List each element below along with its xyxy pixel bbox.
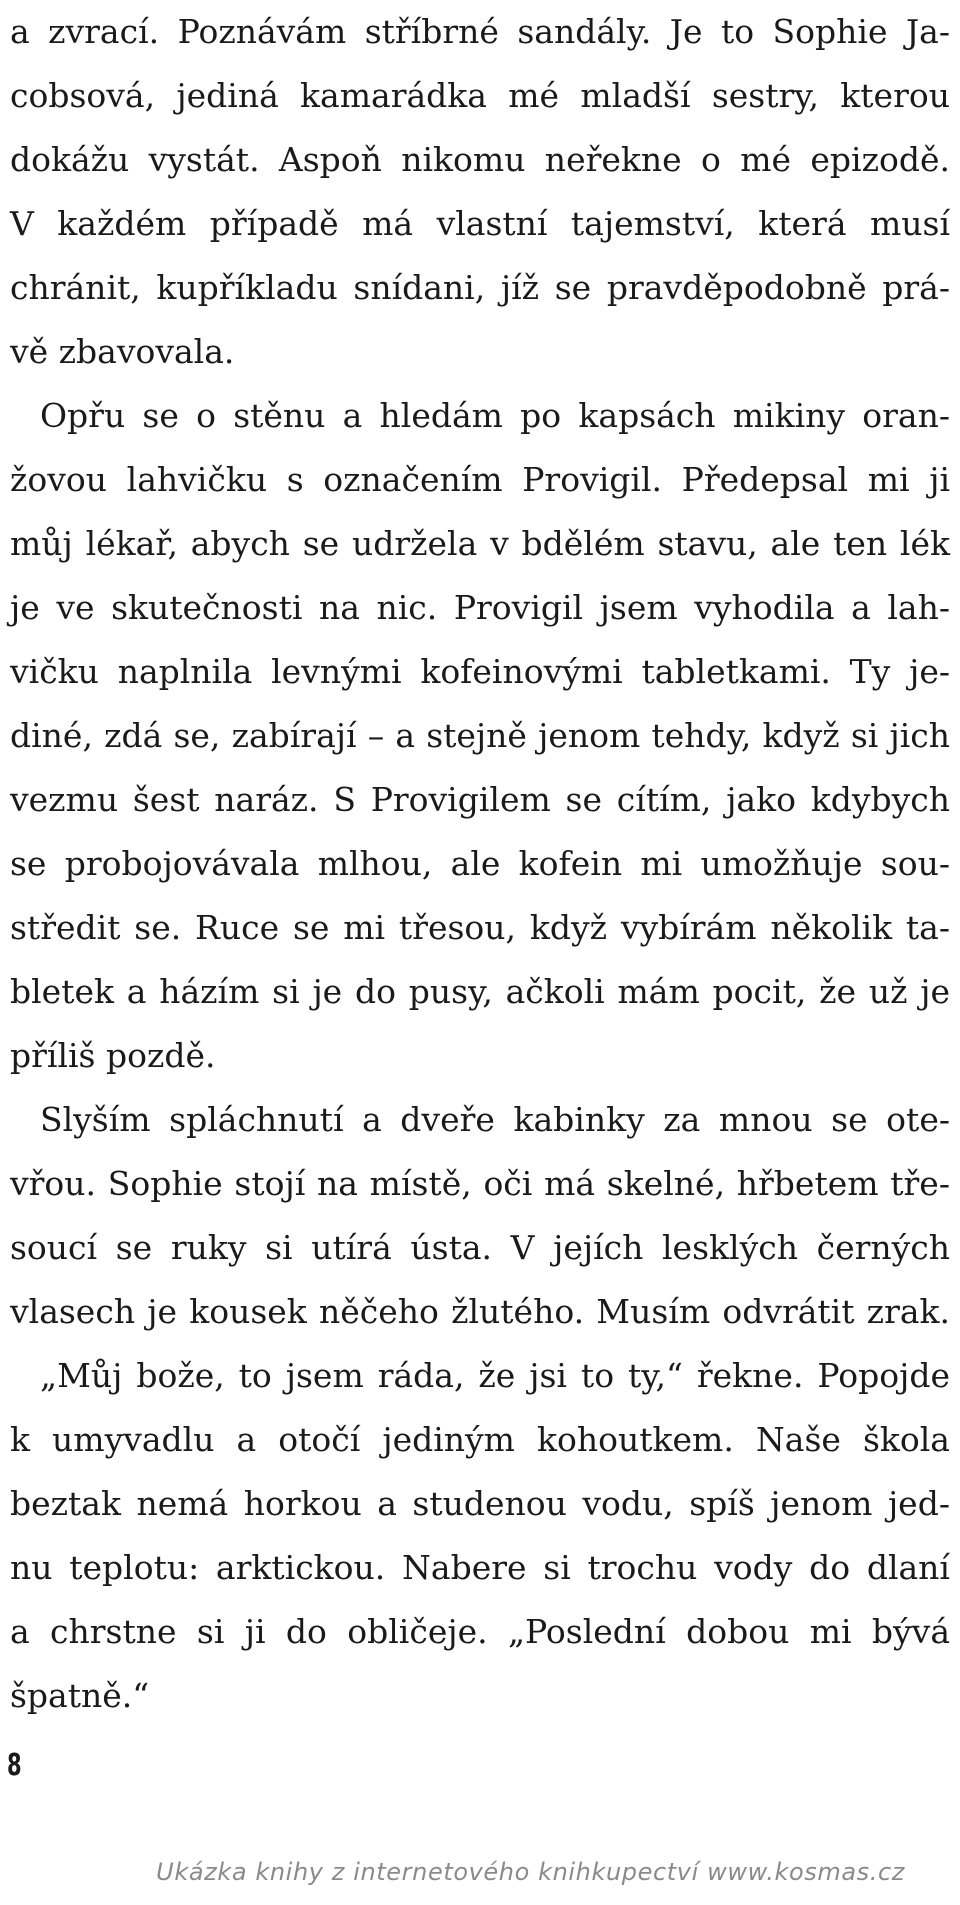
text-line: vlasech je kousek něčeho žlutého. Musím odvrátit zrak. (10, 1292, 950, 1331)
text-line: a chrstne si ji do obličeje. „Poslední dobou mi bývá (10, 1612, 950, 1651)
text-line: dokážu vystát. Aspoň nikomu neřekne o mé epizodě. (10, 140, 950, 179)
text-line: bletek a házím si je do pusy, ačkoli mám pocit, že už je (10, 972, 950, 1011)
text-line: příliš pozdě. (10, 1036, 216, 1075)
text-line: špatně.“ (10, 1676, 150, 1715)
text-line: můj lékař, abych se udržela v bdělém stavu, ale ten lék (10, 524, 950, 563)
text-line: diné, zdá se, zabírají – a stejně jenom tehdy, když si jich (10, 716, 950, 755)
text-line: vě zbavovala. (10, 332, 235, 371)
text-line: se probojovávala mlhou, ale kofein mi umožňuje sou- (10, 844, 950, 883)
text-line: k umyvadlu a otočí jediným kohoutkem. Naše škola (10, 1420, 950, 1459)
text-line: středit se. Ruce se mi třesou, když vybírám několik ta- (10, 908, 950, 947)
text-line: cobsová, jediná kamarádka mé mladší sestry, kterou (10, 76, 950, 115)
text-line: vezmu šest naráz. S Provigilem se cítím, jako kdybych (10, 780, 950, 819)
text-line: žovou lahvičku s označením Provigil. Předepsal mi ji (10, 460, 950, 499)
text-line: nu teplotu: arktickou. Nabere si trochu vody do dlaní (10, 1548, 950, 1587)
page-number: 8 (7, 1748, 22, 1783)
text-line: V každém případě má vlastní tajemství, která musí (10, 204, 950, 243)
book-page-text (10, 0, 950, 1728)
text-line: je ve skutečnosti na nic. Provigil jsem vyhodila a lah- (10, 588, 950, 627)
text-line: chránit, kupříkladu snídani, jíž se pravděpodobně prá- (10, 268, 950, 307)
text-line: soucí se ruky si utírá ústa. V jejích lesklých černých (10, 1228, 950, 1267)
footer-note: Ukázka knihy z internetového knihkupectví www.kosmas.cz (156, 1858, 905, 1886)
text-line: „Můj bože, to jsem ráda, že jsi to ty,“ řekne. Popojde (40, 1356, 950, 1395)
text-line: a zvrací. Poznávám stříbrné sandály. Je to Sophie Ja- (10, 12, 950, 51)
text-line: beztak nemá horkou a studenou vodu, spíš jenom jed- (10, 1484, 950, 1523)
text-line: vičku naplnila levnými kofeinovými tabletkami. Ty je- (10, 652, 950, 691)
text-line: Opřu se o stěnu a hledám po kapsách mikiny oran- (40, 396, 950, 435)
text-line: Slyším spláchnutí a dveře kabinky za mnou se ote- (40, 1100, 950, 1139)
text-line: vřou. Sophie stojí na místě, oči má skelné, hřbetem tře- (10, 1164, 950, 1203)
